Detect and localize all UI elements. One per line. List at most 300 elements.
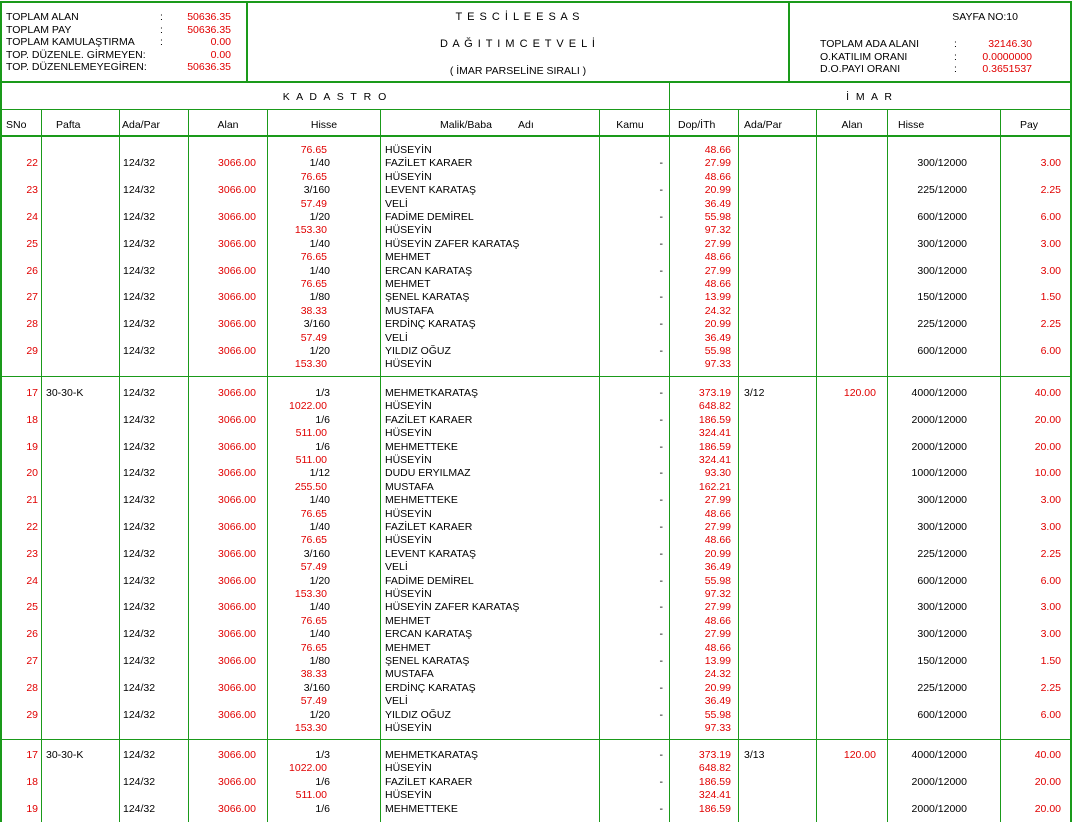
- cell-dop: 48.66: [704, 170, 731, 183]
- cell-alan: 3066.00: [218, 264, 256, 277]
- cell-dop: 93.30: [704, 467, 731, 480]
- cell-ihisse: 2000/12000: [911, 775, 967, 788]
- summary-colon: :: [160, 11, 163, 23]
- cell-sno: 18: [26, 413, 38, 426]
- summary-colon: :: [954, 50, 957, 63]
- cell-alan: 3066.00: [218, 387, 256, 399]
- cell-dop: 648.82: [698, 762, 731, 775]
- summary-value: 50636.35: [187, 23, 231, 36]
- cell-kamu: -: [659, 802, 663, 815]
- cell-ihisse: 4000/12000: [911, 749, 967, 761]
- cell-pay: 2.25: [1040, 547, 1061, 560]
- cell-malik: HÜSEYİN: [385, 507, 432, 520]
- cell-ada: 124/32: [123, 521, 156, 533]
- cell-malik: MEHMET: [385, 278, 431, 290]
- cell-sno: 23: [26, 184, 38, 197]
- cell-kamu: -: [659, 440, 663, 453]
- cell-pay: 6.00: [1040, 708, 1061, 721]
- cell-hisse: 1/40: [309, 237, 330, 250]
- cell-malik: FAZİLET KARAER: [385, 157, 473, 170]
- cell-pay: 20.00: [1034, 775, 1061, 788]
- cell-dop: 13.99: [704, 291, 731, 304]
- summary-colon: :: [160, 36, 163, 48]
- cell-hisse2: 38.33: [300, 304, 327, 317]
- cell-ihisse: 300/12000: [917, 264, 967, 277]
- cell-malik: MUSTAFA: [385, 480, 434, 493]
- cell-malik: ERDİNÇ KARATAŞ: [385, 681, 476, 694]
- cell-kamu: -: [659, 655, 663, 667]
- cell-kamu: -: [659, 237, 663, 250]
- cell-malik: VELİ: [385, 561, 408, 574]
- cell-sno: 28: [26, 681, 38, 694]
- column-header: Malik/Baba: [440, 119, 492, 131]
- cell-pay: 20.00: [1034, 440, 1061, 453]
- summary-value: 0.00: [210, 48, 231, 61]
- summary-value: 50636.35: [187, 61, 231, 73]
- cell-dop: 13.99: [704, 655, 731, 667]
- summary-label: TOP. DÜZENLEMEYEGİREN:: [6, 61, 147, 73]
- cell-iada: 3/13: [744, 749, 765, 761]
- cell-kamu: -: [659, 467, 663, 480]
- cell-alan: 3066.00: [218, 681, 256, 694]
- cell-sno: 18: [26, 775, 38, 788]
- cell-ada: 124/32: [123, 547, 156, 560]
- cell-hisse2: 76.65: [300, 641, 327, 654]
- cell-alan: 3066.00: [218, 749, 256, 761]
- summary-row: [6, 36, 231, 49]
- cell-sno: 24: [26, 211, 38, 223]
- cell-ada: 124/32: [123, 681, 156, 694]
- summary-right: [820, 38, 1032, 76]
- cell-hisse: 1/20: [309, 708, 330, 721]
- cell-ada: 124/32: [123, 184, 156, 197]
- cell-hisse: 1/40: [309, 494, 330, 507]
- cell-ada: 124/32: [123, 628, 156, 641]
- cell-dop: 36.49: [704, 695, 731, 708]
- cell-dop: 36.49: [704, 197, 731, 210]
- cell-alan: 3066.00: [218, 318, 256, 331]
- cell-dop: 20.99: [704, 547, 731, 560]
- column-header: Adı: [518, 119, 534, 131]
- cell-malik: HÜSEYİN: [385, 588, 432, 600]
- cell-pafta: 30-30-K: [46, 387, 84, 399]
- cell-ihisse: 1000/12000: [911, 467, 967, 480]
- cell-pay: 2.25: [1040, 681, 1061, 694]
- cell-alan: 3066.00: [218, 413, 256, 426]
- cell-pay: 6.00: [1040, 211, 1061, 223]
- cell-dop: 97.32: [704, 588, 731, 600]
- cell-pay: 40.00: [1034, 749, 1061, 761]
- cell-alan: 3066.00: [218, 708, 256, 721]
- cell-dop: 162.21: [698, 480, 731, 493]
- cell-kamu: -: [659, 157, 663, 170]
- cell-malik: HÜSEYİN: [385, 789, 432, 802]
- cell-dop: 324.41: [698, 789, 731, 802]
- cell-sno: 26: [26, 264, 38, 277]
- cell-malik: FAZİLET KARAER: [385, 775, 473, 788]
- cell-alan: 3066.00: [218, 494, 256, 507]
- cell-sno: 23: [26, 547, 38, 560]
- doc-title-2: D A Ğ I T I M C E T V E L İ: [440, 38, 596, 50]
- summary-row: [6, 24, 231, 37]
- cell-malik: FAZİLET KARAER: [385, 521, 473, 533]
- cell-alan: 3066.00: [218, 601, 256, 614]
- cell-hisse2: 1022.00: [289, 400, 327, 413]
- summary-row: [820, 63, 1032, 76]
- cell-pay: 1.50: [1040, 291, 1061, 304]
- cell-hisse: 1/80: [309, 291, 330, 304]
- cell-hisse: 1/6: [315, 775, 330, 788]
- cell-hisse: 1/40: [309, 628, 330, 641]
- cell-hisse: 1/3: [315, 749, 330, 761]
- cell-ihisse: 300/12000: [917, 601, 967, 614]
- cell-pay: 20.00: [1034, 802, 1061, 815]
- summary-row: [820, 51, 1032, 64]
- cell-malik: YILDIZ OĞUZ: [385, 708, 451, 721]
- cell-kamu: -: [659, 601, 663, 614]
- cell-dop: 48.66: [704, 251, 731, 264]
- cell-malik: HÜSEYİN: [385, 358, 432, 371]
- cell-dop: 24.32: [704, 668, 731, 681]
- cell-ihisse: 225/12000: [917, 681, 967, 694]
- cell-alan: 3066.00: [218, 184, 256, 197]
- cell-ada: 124/32: [123, 655, 156, 667]
- cell-dop: 48.66: [704, 534, 731, 547]
- cell-malik: MEHMET: [385, 641, 431, 654]
- summary-value: 0.0000000: [982, 50, 1032, 63]
- cell-dop: 324.41: [698, 427, 731, 440]
- cell-ada: 124/32: [123, 387, 156, 399]
- cell-hisse2: 153.30: [294, 224, 327, 237]
- cell-sno: 17: [26, 387, 38, 399]
- cell-malik: HÜSEYİN: [385, 144, 432, 156]
- cell-dop: 186.59: [698, 775, 731, 788]
- cell-hisse: 3/160: [303, 681, 330, 694]
- cell-pafta: 30-30-K: [46, 749, 84, 761]
- cell-ada: 124/32: [123, 802, 156, 815]
- summary-label: TOPLAM ALAN: [6, 11, 79, 23]
- cell-ihisse: 2000/12000: [911, 440, 967, 453]
- cell-sno: 19: [26, 802, 38, 815]
- doc-title-3: ( İMAR PARSELİNE SIRALI ): [449, 65, 587, 77]
- cell-hisse2: 76.65: [300, 614, 327, 627]
- cell-malik: HÜSEYİN: [385, 722, 432, 734]
- cell-malik: ERDİNÇ KARATAŞ: [385, 318, 476, 331]
- summary-row: [820, 38, 1032, 51]
- section-kadastro: K A D A S T R O: [282, 91, 389, 103]
- cell-dop: 20.99: [704, 318, 731, 331]
- cell-sno: 22: [26, 157, 38, 170]
- cell-ihisse: 225/12000: [917, 318, 967, 331]
- summary-label: TOPLAM ADA ALANI: [820, 38, 920, 50]
- cell-kamu: -: [659, 318, 663, 331]
- cell-sno: 29: [26, 708, 38, 721]
- cell-sno: 27: [26, 655, 38, 667]
- cell-sno: 19: [26, 440, 38, 453]
- cell-alan: 3066.00: [218, 291, 256, 304]
- cell-hisse: 1/40: [309, 264, 330, 277]
- cell-ihisse: 225/12000: [917, 184, 967, 197]
- summary-label: O.KATILIM ORANI: [820, 50, 908, 63]
- cell-malik: FAZİLET KARAER: [385, 413, 473, 426]
- cell-hisse2: 1022.00: [289, 762, 327, 775]
- cell-hisse2: 76.65: [300, 534, 327, 547]
- column-header: Ada/Par: [122, 119, 160, 131]
- cell-hisse2: 57.49: [300, 331, 327, 344]
- cell-alan: 3066.00: [218, 345, 256, 357]
- cell-alan: 3066.00: [218, 802, 256, 815]
- cell-hisse: 1/12: [309, 467, 330, 480]
- column-header: Pafta: [56, 119, 81, 131]
- cell-ihisse: 2000/12000: [911, 413, 967, 426]
- cell-dop: 186.59: [698, 440, 731, 453]
- cell-alan: 3066.00: [218, 521, 256, 533]
- cell-iada: 3/12: [744, 387, 765, 399]
- cell-dop: 373.19: [698, 387, 731, 399]
- cell-dop: 24.32: [704, 304, 731, 317]
- cell-ada: 124/32: [123, 440, 156, 453]
- cell-malik: LEVENT KARATAŞ: [385, 184, 477, 197]
- cell-ihisse: 600/12000: [917, 708, 967, 721]
- cell-ada: 124/32: [123, 708, 156, 721]
- cell-ihisse: 600/12000: [917, 345, 967, 357]
- summary-colon: :: [160, 23, 163, 36]
- summary-row: [6, 11, 231, 24]
- cell-dop: 20.99: [704, 184, 731, 197]
- cell-kamu: -: [659, 345, 663, 357]
- cell-ihisse: 150/12000: [917, 291, 967, 304]
- cell-kamu: -: [659, 264, 663, 277]
- column-header: Hisse: [310, 119, 338, 131]
- cell-pay: 20.00: [1034, 413, 1061, 426]
- cell-dop: 27.99: [704, 237, 731, 250]
- cell-malik: HÜSEYİN ZAFER KARATAŞ: [385, 601, 520, 614]
- column-header: Pay: [1019, 119, 1039, 131]
- cell-hisse2: 76.65: [300, 251, 327, 264]
- cell-malik: ERCAN KARATAŞ: [385, 628, 473, 641]
- cell-hisse2: 57.49: [300, 197, 327, 210]
- cell-alan: 3066.00: [218, 440, 256, 453]
- cell-dop: 27.99: [704, 521, 731, 533]
- cell-malik: HÜSEYİN: [385, 400, 432, 413]
- cell-dop: 36.49: [704, 331, 731, 344]
- cell-hisse: 1/6: [315, 440, 330, 453]
- cell-sno: 25: [26, 601, 38, 614]
- cell-alan: 3066.00: [218, 574, 256, 587]
- cell-kamu: -: [659, 749, 663, 761]
- cell-hisse2: 57.49: [300, 695, 327, 708]
- cell-dop: 48.66: [704, 641, 731, 654]
- summary-label: D.O.PAYI ORANI: [820, 63, 901, 75]
- cell-kamu: -: [659, 184, 663, 197]
- cell-dop: 97.33: [704, 358, 731, 371]
- cell-malik: MEHMETTEKE: [385, 440, 458, 453]
- cell-kamu: -: [659, 708, 663, 721]
- cell-ihisse: 600/12000: [917, 211, 967, 223]
- cell-ada: 124/32: [123, 413, 156, 426]
- cell-malik: DUDU ERYILMAZ: [385, 467, 471, 480]
- cell-malik: HÜSEYİN: [385, 170, 432, 183]
- cell-hisse2: 76.65: [300, 144, 327, 156]
- cell-sno: 20: [26, 467, 38, 480]
- cell-sno: 24: [26, 574, 38, 587]
- summary-value: 50636.35: [187, 11, 231, 23]
- cell-kamu: -: [659, 681, 663, 694]
- column-header: Kamu: [616, 119, 644, 131]
- cell-dop: 97.32: [704, 224, 731, 237]
- cell-malik: HÜSEYİN: [385, 762, 432, 775]
- cell-malik: MEHMETTEKE: [385, 494, 458, 507]
- cell-hisse2: 57.49: [300, 561, 327, 574]
- cell-pay: 6.00: [1040, 574, 1061, 587]
- cell-kamu: -: [659, 547, 663, 560]
- cell-dop: 55.98: [704, 345, 731, 357]
- cell-malik: HÜSEYİN ZAFER KARATAŞ: [385, 237, 520, 250]
- cell-dop: 186.59: [698, 413, 731, 426]
- cell-alan: 3066.00: [218, 775, 256, 788]
- cell-ada: 124/32: [123, 574, 156, 587]
- cell-hisse2: 76.65: [300, 278, 327, 290]
- cell-dop: 324.41: [698, 454, 731, 466]
- cell-ihisse: 300/12000: [917, 157, 967, 170]
- cell-dop: 27.99: [704, 264, 731, 277]
- cell-dop: 27.99: [704, 494, 731, 507]
- cell-alan: 3066.00: [218, 628, 256, 641]
- cell-ihisse: 300/12000: [917, 521, 967, 533]
- cell-malik: HÜSEYİN: [385, 534, 432, 547]
- cell-dop: 48.66: [704, 507, 731, 520]
- cell-ihisse: 300/12000: [917, 494, 967, 507]
- cell-hisse2: 255.50: [294, 480, 327, 493]
- cell-malik: MEHMET: [385, 251, 431, 264]
- cell-sno: 28: [26, 318, 38, 331]
- cell-hisse2: 38.33: [300, 668, 327, 681]
- cell-kamu: -: [659, 628, 663, 641]
- cell-hisse2: 511.00: [295, 789, 327, 802]
- cell-dop: 27.99: [704, 601, 731, 614]
- cell-malik: LEVENT KARATAŞ: [385, 547, 477, 560]
- summary-colon: :: [954, 38, 957, 50]
- summary-label: TOPLAM KAMULAŞTIRMA: [6, 36, 135, 48]
- cell-pay: 2.25: [1040, 184, 1061, 197]
- column-header: Hisse: [898, 119, 925, 131]
- column-header: Ada/Par: [744, 119, 782, 131]
- column-header: SNo: [6, 119, 27, 131]
- cell-dop: 27.99: [704, 628, 731, 641]
- cell-pay: 3.00: [1040, 494, 1061, 507]
- cell-pay: 3.00: [1040, 264, 1061, 277]
- cell-kamu: -: [659, 574, 663, 587]
- cell-malik: MEHMETKARATAŞ: [385, 749, 478, 761]
- cell-ada: 124/32: [123, 211, 156, 223]
- cell-dop: 55.98: [704, 211, 731, 223]
- section-imar: İ M A R: [846, 91, 894, 103]
- cell-dop: 36.49: [704, 561, 731, 574]
- cell-ada: 124/32: [123, 264, 156, 277]
- cell-malik: HÜSEYİN: [385, 454, 432, 466]
- cell-hisse2: 511.00: [295, 427, 327, 440]
- cell-ihisse: 4000/12000: [911, 387, 967, 399]
- summary-left: [6, 11, 231, 74]
- cell-ada: 124/32: [123, 318, 156, 331]
- cell-ihisse: 600/12000: [917, 574, 967, 587]
- cell-malik: HÜSEYİN: [385, 427, 432, 440]
- cell-dop: 48.66: [704, 614, 731, 627]
- cell-ada: 124/32: [123, 157, 156, 170]
- cell-malik: ŞENEL KARATAŞ: [385, 291, 470, 304]
- summary-row: [6, 49, 231, 62]
- cell-dop: 648.82: [698, 400, 731, 413]
- cell-malik: MUSTAFA: [385, 304, 434, 317]
- cell-hisse: 1/20: [309, 211, 330, 223]
- cell-pay: 3.00: [1040, 628, 1061, 641]
- cell-malik: ŞENEL KARATAŞ: [385, 655, 470, 667]
- cell-malik: VELİ: [385, 331, 408, 344]
- cell-sno: 25: [26, 237, 38, 250]
- summary-row: [6, 61, 231, 74]
- cell-alan: 3066.00: [218, 547, 256, 560]
- cell-hisse: 1/40: [309, 601, 330, 614]
- cell-pay: 2.25: [1040, 318, 1061, 331]
- cell-malik: MUSTAFA: [385, 668, 434, 681]
- cell-hisse: 1/20: [309, 345, 330, 357]
- cell-ada: 124/32: [123, 601, 156, 614]
- cell-hisse: 3/160: [303, 184, 330, 197]
- cell-dop: 48.66: [704, 144, 731, 156]
- cell-alan: 3066.00: [218, 211, 256, 223]
- cell-hisse2: 76.65: [300, 507, 327, 520]
- summary-value: 0.3651537: [982, 63, 1032, 75]
- cell-ada: 124/32: [123, 291, 156, 304]
- cell-ihisse: 2000/12000: [911, 802, 967, 815]
- cell-ialan: 120.00: [843, 387, 876, 399]
- cell-hisse2: 153.30: [294, 588, 327, 600]
- cell-ada: 124/32: [123, 237, 156, 250]
- cell-pay: 3.00: [1040, 521, 1061, 533]
- cell-ihisse: 300/12000: [917, 628, 967, 641]
- doc-title-1: T E S C İ L E E S A S: [455, 11, 581, 23]
- column-header: Dop/İTh: [678, 119, 716, 131]
- cell-ada: 124/32: [123, 345, 156, 357]
- cell-ada: 124/32: [123, 749, 156, 761]
- cell-malik: VELİ: [385, 197, 408, 210]
- summary-label: TOPLAM PAY: [6, 23, 72, 36]
- cell-sno: 17: [26, 749, 38, 761]
- cell-pay: 3.00: [1040, 237, 1061, 250]
- cell-dop: 55.98: [704, 708, 731, 721]
- cell-kamu: -: [659, 775, 663, 788]
- cell-malik: FADİME DEMİREL: [385, 574, 474, 587]
- summary-colon: :: [954, 63, 957, 75]
- cell-hisse: 1/80: [309, 655, 330, 667]
- cell-malik: VELİ: [385, 695, 408, 708]
- cell-malik: FADİME DEMİREL: [385, 211, 474, 223]
- cell-hisse2: 153.30: [294, 722, 327, 734]
- cell-ihisse: 225/12000: [917, 547, 967, 560]
- cell-pay: 1.50: [1040, 655, 1061, 667]
- cell-kamu: -: [659, 494, 663, 507]
- cell-ialan: 120.00: [843, 749, 876, 761]
- summary-label: TOP. DÜZENLE. GİRMEYEN:: [6, 48, 146, 61]
- cell-sno: 29: [26, 345, 38, 357]
- cell-ada: 124/32: [123, 775, 156, 788]
- cell-sno: 26: [26, 628, 38, 641]
- cell-dop: 48.66: [704, 278, 731, 290]
- cell-dop: 55.98: [704, 574, 731, 587]
- page-number: SAYFA NO:10: [952, 11, 1018, 23]
- cell-hisse: 1/6: [315, 413, 330, 426]
- cell-kamu: -: [659, 387, 663, 399]
